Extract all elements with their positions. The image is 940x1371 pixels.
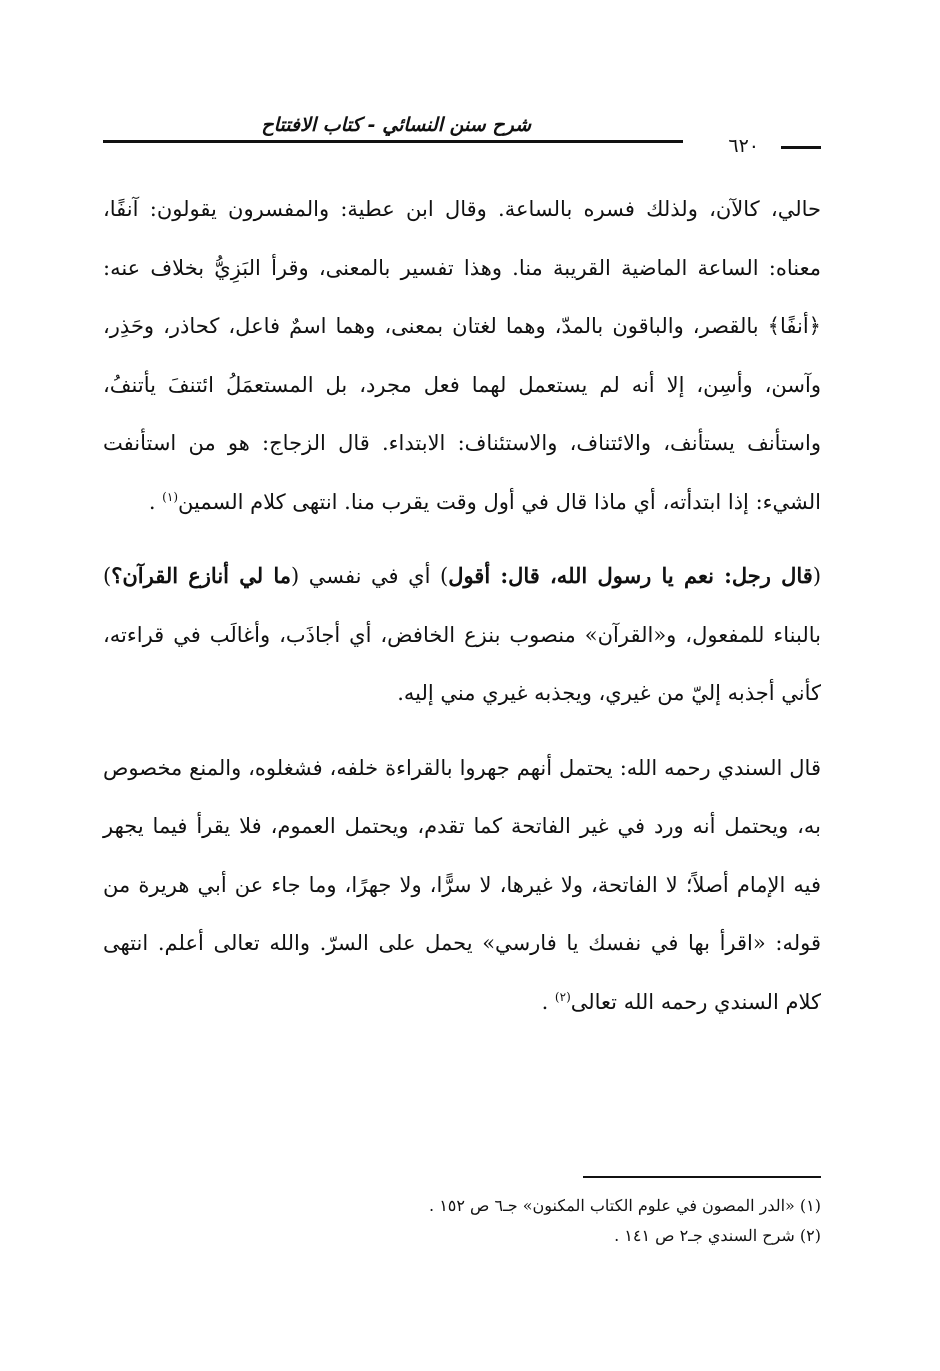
paragraph-1-text: حالي، كالآن، ولذلك فسره بالساعة. وقال ابن عطية: والمفسرون يقولون: آنفًا، معناه: الساعة الماضية القريبة منا. وهذا تفسير بالمعنى، وقرأ البَزِيُّ بخلاف عنه: ﴿أنفًا﴾ بالقصر، والباقون بالمدّ، وهما لغتان بمعنى، وهما اسمٌ فاعل، كحاذر، وحَذِر، وآسن، وأسِن، إلا أنه لم يستعمل لهما فعل مجرد، بل المستعمَلُ ائتنفَ يأتنفُ، واستأنف يستأنف، والائتناف، والاستئناف: الابتداء. قال الزجاج: هو من استأنفت الشيء: إذا ابتدأته، أي ماذا قال في أول وقت يقرب منا. انتهى كلام السمين — [103, 197, 821, 514]
footnote-1: (١) «الدر المصون في علوم الكتاب المكنون» جـ٦ ص ١٥٢ . — [429, 1196, 821, 1215]
paragraph-1 — [103, 180, 821, 531]
paragraph-2 — [103, 547, 821, 723]
main-text — [103, 180, 821, 1031]
footnote-separator — [583, 1176, 821, 1178]
footnote-2: (٢) شرح السندي جـ٢ ص ١٤١ . — [614, 1226, 821, 1245]
paragraph-3-text: قال السندي رحمه الله: يحتمل أنهم جهروا بالقراءة خلفه، فشغلوه، والمنع مخصوص به، ويحتمل أنه ورد في غير الفاتحة كما تقدم، ويحتمل العموم، فلا يقرأ فيما يجهر فيه الإمام أصلاً؛ لا الفاتحة، ولا غيرها، لا سرًّا، ولا جهرًا، وما جاء عن أبي هريرة من قوله: «اقرأ بها في نفسك يا فارسي» يحمل على السرّ. والله تعالى أعلم. انتهى كلام السندي رحمه الله تعالى — [103, 755, 821, 1014]
paragraph-1-end: . — [148, 489, 163, 514]
paragraph-3-end: . — [541, 989, 555, 1014]
footnote-ref-1[interactable]: (١) — [162, 489, 178, 504]
footnotes — [221, 1191, 821, 1251]
header-title: شرح سنن النسائي - كتاب الافتتاح — [261, 114, 531, 136]
paragraph-2-rest: ) بالبناء للمفعول، و«القرآن» منصوب بنزع الخافض، أي أجاذَب، وأغالَب في قراءته، كأني أجذبه إليّ من غيري، ويجذبه غيري مني إليه. — [103, 564, 821, 705]
hadith-text-1: قال رجل: نعم يا رسول الله، قال: أقول — [448, 563, 813, 588]
page-number: ٦٢٠ — [728, 135, 759, 157]
hadith-text-2: ما لي أنازع القرآن؟ — [111, 563, 291, 588]
page-number-dash — [781, 146, 821, 149]
running-header — [103, 112, 821, 160]
footnote-ref-2[interactable]: (٢) — [554, 989, 571, 1004]
header-rule — [103, 140, 683, 143]
paren-open: ( — [812, 564, 822, 588]
paragraph-2-mid: ) أي في نفسي ( — [290, 564, 449, 588]
paragraph-3 — [103, 739, 821, 1032]
